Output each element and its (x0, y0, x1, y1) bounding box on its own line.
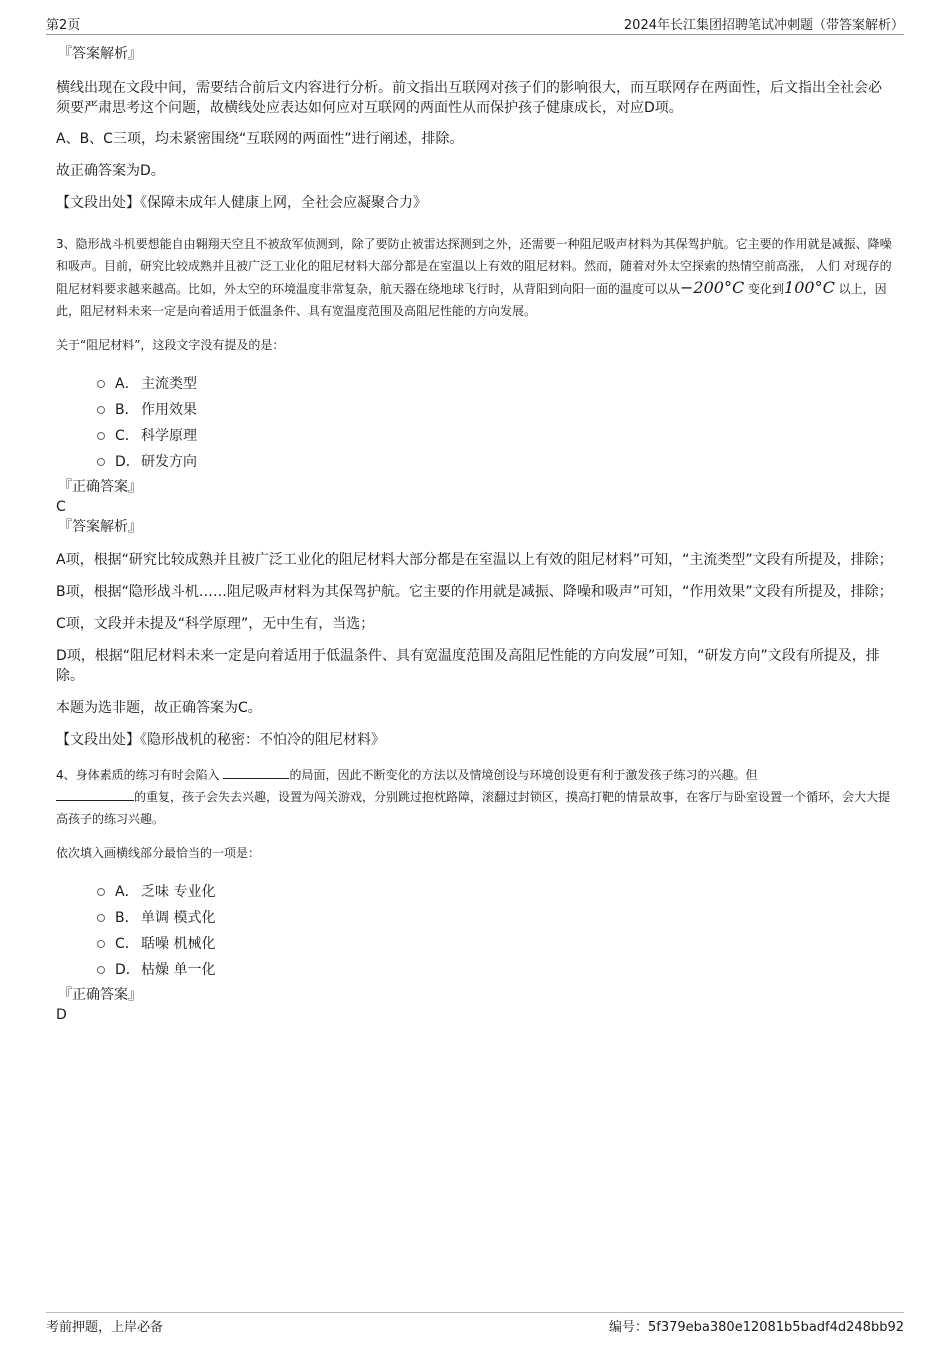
radio-icon[interactable] (97, 432, 105, 440)
q4-stem-part-3: 的重复，孩子会失去兴趣，设置为闯关游戏，分别跳过抱枕路障，滚翻过封锁区，摸高打靶的情景故事，在客厅与卧室设置一个循环，会大大提高孩子的练习兴趣。 (56, 790, 891, 826)
q4-option-b[interactable]: B． 单调 模式化 (56, 905, 894, 931)
radio-icon[interactable] (97, 966, 105, 974)
q3-analysis-a: A项，根据“研究比较成熟并且被广泛工业化的阻尼材料大部分都是在室温以上有效的阻尼材料”可知，“主流类型”文段有所提及，排除； (56, 552, 893, 568)
q3-analysis-b: B项，根据“隐形战斗机……阻尼吸声材料为其保驾护航。它主要的作用就是减振、降噪和吸声”可知，“作用效果”文段有所提及，排除； (56, 584, 893, 600)
q4-option-d[interactable]: D．枯燥 单一化 (56, 957, 894, 983)
page-footer (46, 1312, 904, 1335)
q3-stem-part-2: 变化到 (748, 282, 785, 296)
q3-stem-part-1: 3、隐形战斗机要想能自由翱翔天空且不被敌军侦测到，除了要防止被雷达探测到之外，还需要一种阻尼吸声材料为其保驾护航。它主要的作用就是减振、降噪和吸声。目前，研究比较成熟并且被广泛工业化的阻尼材料大部分都是在室温以上有效的阻尼材料。然而，随着对外太空探索的热情空前高涨， 人们 对现存的阻尼材料要求越来越高。比如，外太空的环境温度非常复杂，航天器在绕地球飞行时，从背阳到向阳一面的温度可以从 (56, 237, 892, 296)
q4-stem (56, 764, 894, 830)
page-header (46, 14, 904, 35)
q4-options (56, 879, 894, 983)
radio-icon[interactable] (97, 888, 105, 896)
q3-temp-low: −200°C (680, 278, 745, 297)
content (56, 44, 894, 1025)
radio-icon[interactable] (97, 940, 105, 948)
q4-option-a[interactable]: A． 乏味 专业化 (56, 879, 894, 905)
document-title: 2024年长江集团招聘笔试冲刺题（带答案解析） (623, 18, 904, 33)
answer-label: 『正确答案』 (58, 987, 142, 1003)
radio-icon[interactable] (97, 458, 105, 466)
q3-option-b[interactable]: B． 作用效果 (56, 397, 894, 423)
q3-options (56, 371, 894, 475)
q4-stem-part-1: 4、身体素质的练习有时会陷入 (56, 768, 220, 782)
q4-blank-2 (56, 787, 134, 801)
analysis-label: 『答案解析』 (58, 46, 142, 62)
q3-option-a[interactable]: A． 主流类型 (56, 371, 894, 397)
q3-conclusion: 本题为选非题，故正确答案为C。 (56, 700, 262, 716)
q3-option-c[interactable]: C． 科学原理 (56, 423, 894, 449)
q4-prompt: 依次填入画横线部分最恰当的一项是： (56, 846, 261, 860)
q3-temp-high: 100°C (784, 278, 835, 297)
radio-icon[interactable] (97, 914, 105, 922)
radio-icon[interactable] (97, 406, 105, 414)
q3-stem (56, 233, 894, 322)
q2-analysis-paragraph: 横线出现在文段中间，需要结合前后文内容进行分析。前文指出互联网对孩子们的影响很大，而互联网存在两面性，后文指出全社会必须要严肃思考这个问题，故横线处应表达如何应对互联网的两面性从而保护孩子健康成长，对应D项。 (56, 80, 882, 116)
q3-prompt: 关于“阻尼材料”，这段文字没有提及的是： (56, 338, 285, 352)
q2-source: 【文段出处】《保障未成年人健康上网，全社会应凝聚合力》 (56, 195, 427, 211)
q4-stem-part-2: 的局面，因此不断变化的方法以及情境创设与环境创设更有利于激发孩子练习的兴趣。但 (289, 768, 758, 782)
q4-option-c[interactable]: C． 聒噪 机械化 (56, 931, 894, 957)
q3-option-d[interactable]: D．研发方向 (56, 449, 894, 475)
q2-analysis-paragraph-2: A、B、C三项，均未紧密围绕“互联网的两面性”进行阐述，排除。 (56, 131, 464, 147)
q3-analysis-c: C项，文段并未提及“科学原理”，无中生有，当选； (56, 616, 375, 632)
q4-blank-1 (223, 765, 289, 779)
q3-analysis-d: D项，根据“阻尼材料未来一定是向着适用于低温条件、具有宽温度范围及高阻尼性能的方向发展”可知，“研发方向”文段有所提及，排除。 (56, 648, 880, 684)
q3-source: 【文段出处】《隐形战机的秘密：不怕冷的阻尼材料》 (56, 732, 385, 748)
analysis-label: 『答案解析』 (58, 519, 142, 535)
q3-stem-part-3: 以上，因此，阻尼材料未来一定是向着适用于低温条件、具有宽温度范围及高阻尼性能的方向发展。 (56, 282, 887, 318)
answer-label: 『正确答案』 (58, 479, 142, 495)
radio-icon[interactable] (97, 380, 105, 388)
page-number: 第2页 (46, 18, 81, 33)
q2-conclusion: 故正确答案为D。 (56, 163, 165, 179)
footer-slogan: 考前押题，上岸必备 (46, 1320, 164, 1335)
q4-answer: D (56, 1007, 67, 1023)
q3-answer: C (56, 499, 66, 515)
document-code: 编号：5f379eba380e12081b5badf4d248bb92 (609, 1320, 904, 1335)
